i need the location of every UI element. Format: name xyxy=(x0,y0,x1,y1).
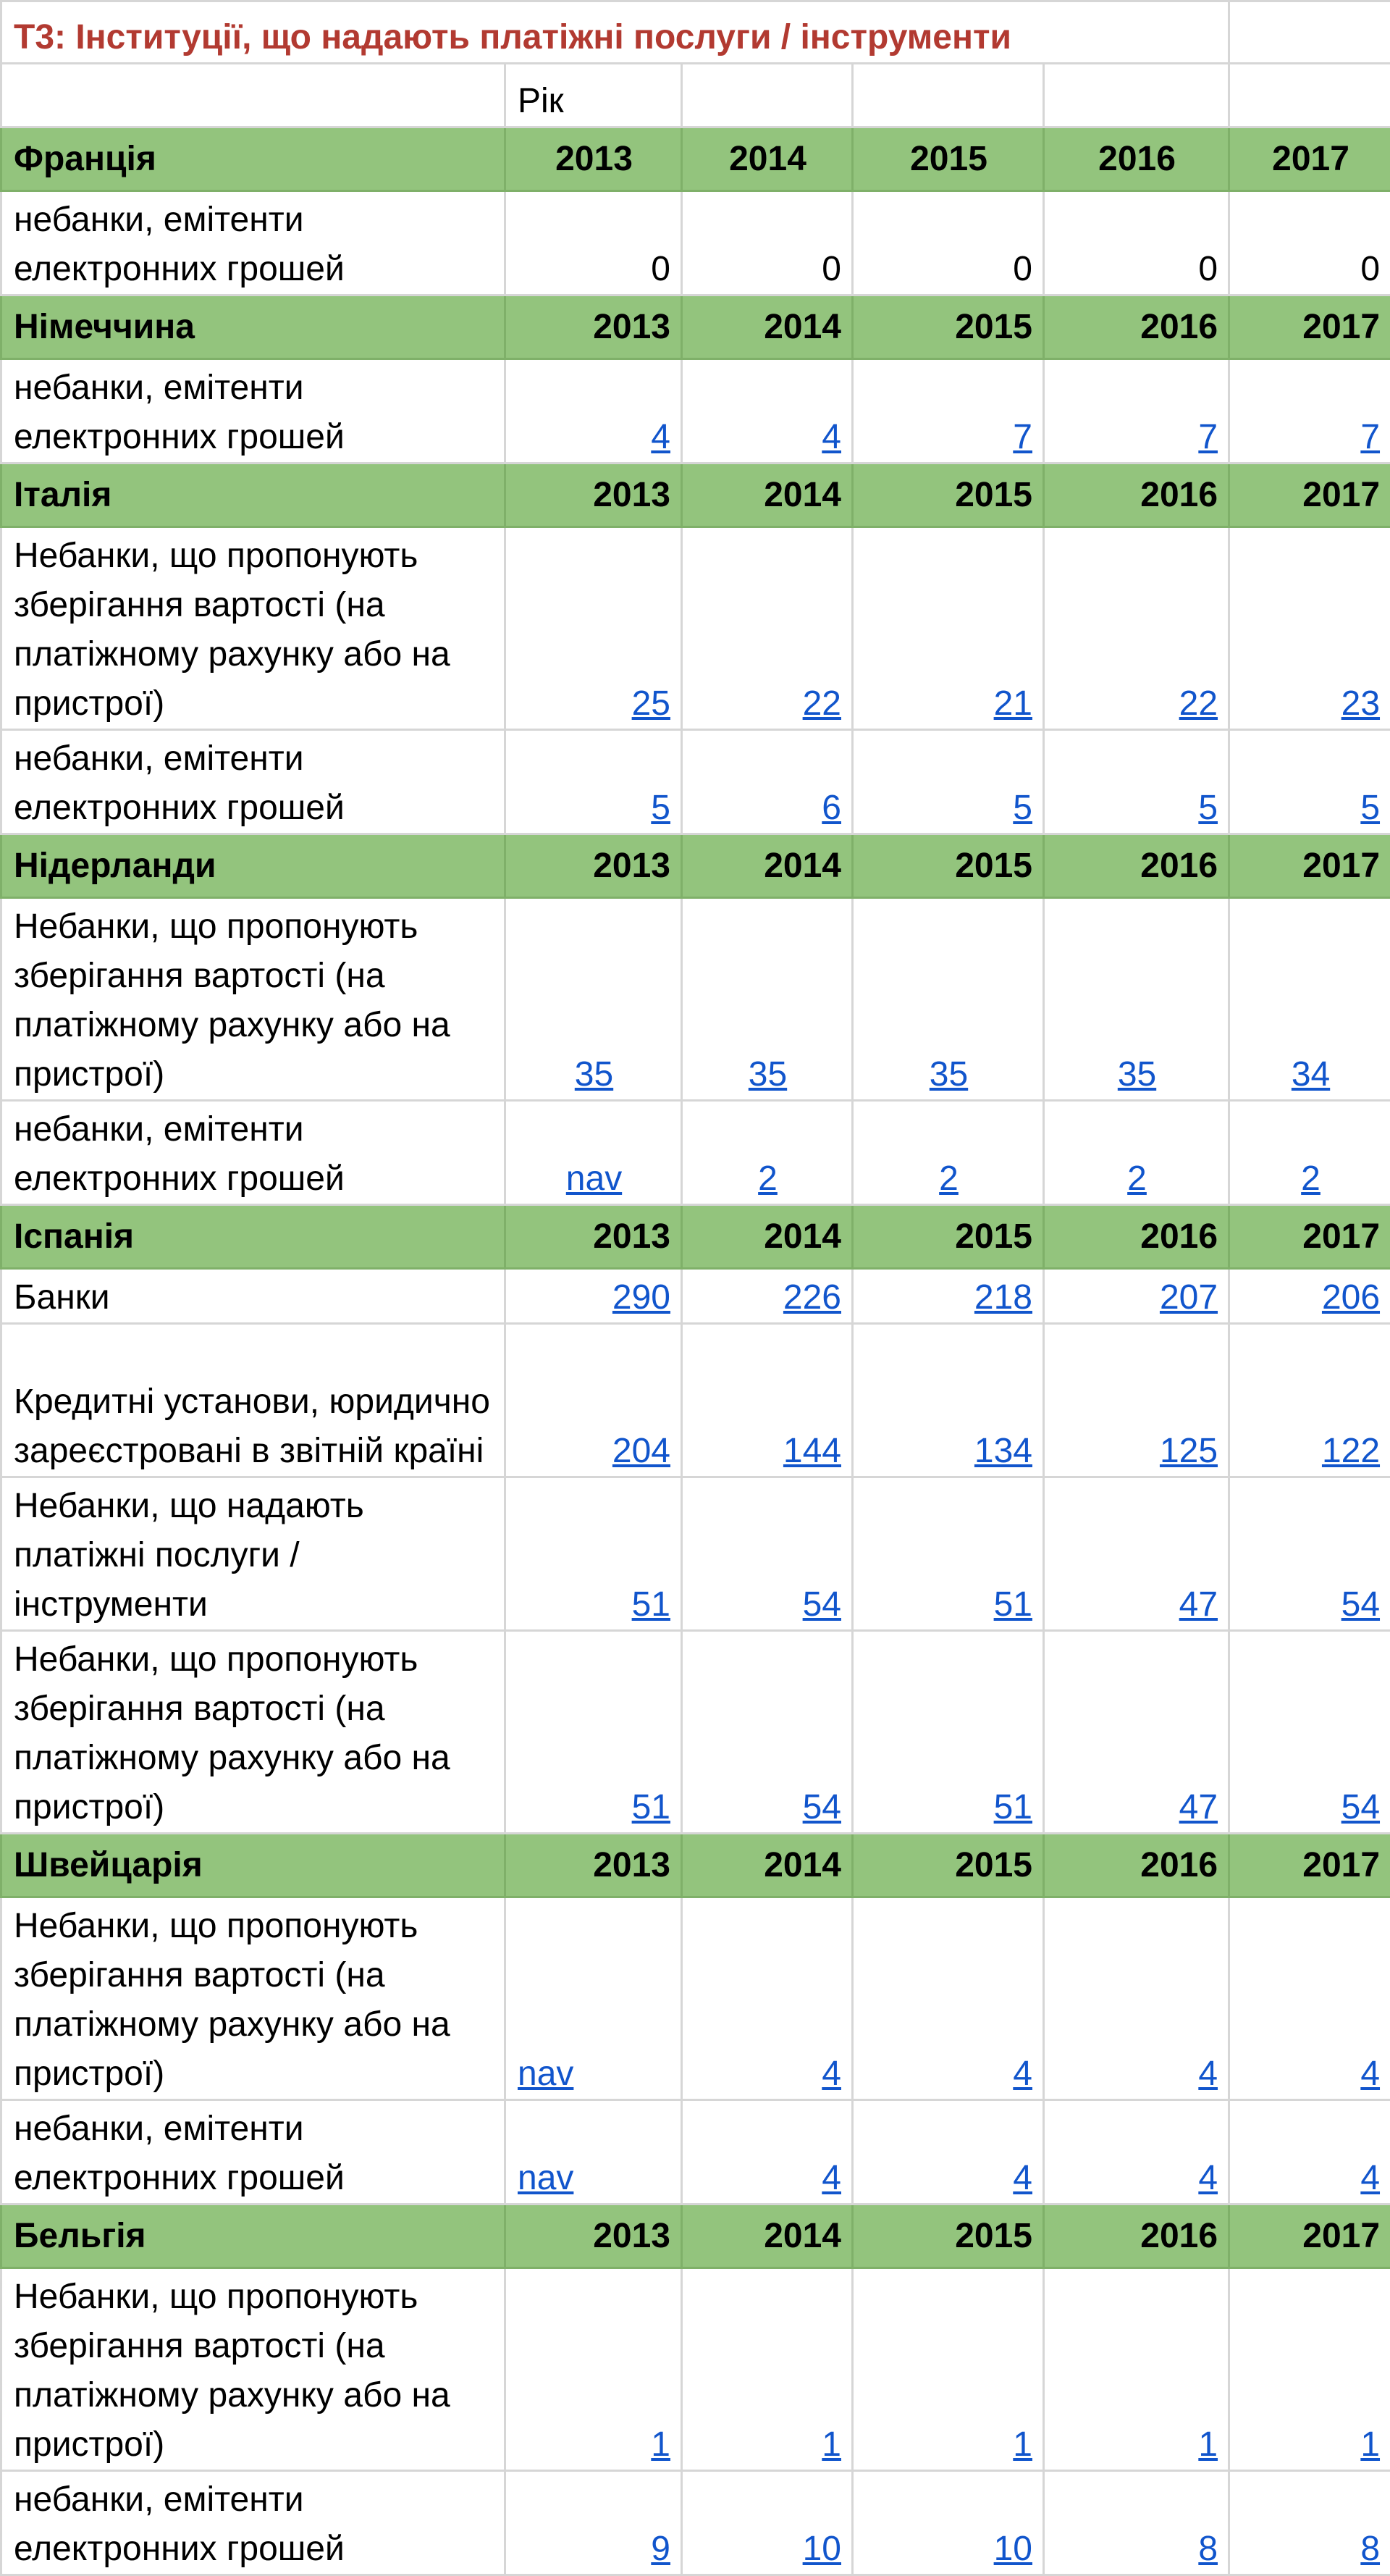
year-header-cell[interactable]: 2017 xyxy=(1229,463,1390,527)
value-cell[interactable] xyxy=(1229,2268,1390,2471)
row-label[interactable]: Небанки, що пропонують зберігання вартості (на платіжному рахунку або на пристрої) xyxy=(1,527,505,730)
table-row xyxy=(1,1101,1390,1205)
year-header-cell[interactable]: 2013 xyxy=(505,2204,682,2268)
empty-cell[interactable] xyxy=(1229,1,1390,64)
table-row xyxy=(1,2268,1390,2471)
value-link[interactable]: 54 xyxy=(803,1788,841,1826)
value-cell[interactable] xyxy=(853,898,1044,1101)
year-header-cell[interactable]: 2013 xyxy=(505,295,682,359)
year-header-cell[interactable]: 2016 xyxy=(1044,463,1229,527)
value-link[interactable]: 5 xyxy=(1360,789,1380,827)
value-cell[interactable] xyxy=(682,1477,853,1631)
value-link[interactable]: 35 xyxy=(749,1055,787,1094)
country-name[interactable]: Франція xyxy=(1,127,505,191)
row-label[interactable]: небанки, емітенти електронних грошей xyxy=(1,2471,505,2575)
value-cell[interactable] xyxy=(1044,1897,1229,2100)
value-link[interactable]: 4 xyxy=(1013,2159,1032,2197)
year-header-cell[interactable]: 2014 xyxy=(682,834,853,898)
value-link[interactable]: 4 xyxy=(1013,2055,1032,2093)
value-cell[interactable] xyxy=(1229,2100,1390,2204)
row-label[interactable]: Небанки, що пропонують зберігання вартості (на платіжному рахунку або на пристрої) xyxy=(1,1897,505,2100)
value-cell[interactable] xyxy=(682,2471,853,2575)
value-link[interactable]: 9 xyxy=(651,2530,670,2568)
value-link[interactable]: 51 xyxy=(994,1585,1032,1624)
table-row xyxy=(1,527,1390,730)
value-link[interactable]: 122 xyxy=(1322,1432,1380,1470)
country-name[interactable]: Італія xyxy=(1,463,505,527)
value-cell[interactable] xyxy=(853,191,1044,295)
value-link[interactable]: 4 xyxy=(1360,2159,1380,2197)
year-header-cell[interactable]: 2015 xyxy=(853,834,1044,898)
value-link[interactable]: 8 xyxy=(1198,2530,1218,2568)
table-row xyxy=(1,191,1390,295)
value-link[interactable]: 4 xyxy=(822,2055,841,2093)
value-cell[interactable] xyxy=(1044,359,1229,463)
table-row xyxy=(1,730,1390,834)
table-row xyxy=(1,1269,1390,1324)
value-cell[interactable] xyxy=(1044,1269,1229,1324)
value-link[interactable]: 25 xyxy=(632,684,670,723)
value-text: 0 xyxy=(651,250,670,288)
year-header-cell[interactable]: 2015 xyxy=(853,1205,1044,1269)
value-link[interactable]: 2 xyxy=(939,1159,959,1198)
value-link[interactable]: 54 xyxy=(803,1585,841,1624)
value-link[interactable]: 34 xyxy=(1292,1055,1330,1094)
value-cell[interactable] xyxy=(1044,2471,1229,2575)
country-header-row xyxy=(1,295,1390,359)
value-link[interactable]: 8 xyxy=(1360,2530,1380,2568)
year-header-cell[interactable]: 2013 xyxy=(505,1834,682,1897)
row-label[interactable]: Небанки, що пропонують зберігання вартості (на платіжному рахунку або на пристрої) xyxy=(1,898,505,1101)
value-link[interactable]: 218 xyxy=(974,1278,1032,1317)
value-link[interactable]: 1 xyxy=(1013,2425,1032,2464)
value-cell[interactable] xyxy=(1229,1324,1390,1477)
value-cell[interactable] xyxy=(682,1324,853,1477)
value-cell[interactable] xyxy=(682,191,853,295)
value-cell[interactable] xyxy=(682,1101,853,1205)
value-cell[interactable] xyxy=(1044,2100,1229,2204)
value-cell[interactable] xyxy=(505,1269,682,1324)
value-cell[interactable] xyxy=(682,2100,853,2204)
value-cell[interactable] xyxy=(853,1897,1044,2100)
value-link[interactable]: 7 xyxy=(1360,418,1380,456)
year-label[interactable]: Рік xyxy=(505,64,682,127)
value-text: 0 xyxy=(1360,250,1380,288)
value-link[interactable]: 1 xyxy=(651,2425,670,2464)
table-title: T3: Інституції, що надають платіжні послуги / інструменти xyxy=(1,1,1229,64)
year-header-cell[interactable]: 2017 xyxy=(1229,295,1390,359)
year-header-cell[interactable]: 2016 xyxy=(1044,2204,1229,2268)
value-cell[interactable] xyxy=(1044,2268,1229,2471)
value-cell[interactable] xyxy=(853,359,1044,463)
value-link[interactable]: 2 xyxy=(758,1159,778,1198)
empty-cell[interactable] xyxy=(1044,64,1229,127)
value-link[interactable]: 35 xyxy=(930,1055,968,1094)
empty-cell[interactable] xyxy=(1229,64,1390,127)
value-link[interactable]: 51 xyxy=(632,1585,670,1624)
country-header-row xyxy=(1,1834,1390,1897)
value-link[interactable]: 51 xyxy=(632,1788,670,1826)
value-link[interactable]: 5 xyxy=(1013,789,1032,827)
value-link[interactable]: 204 xyxy=(612,1432,670,1470)
year-header-cell[interactable]: 2016 xyxy=(1044,127,1229,191)
row-label[interactable]: небанки, емітенти електронних грошей xyxy=(1,359,505,463)
value-text: 0 xyxy=(822,250,841,288)
value-cell[interactable] xyxy=(853,2471,1044,2575)
value-cell[interactable] xyxy=(505,2471,682,2575)
row-label[interactable]: Небанки, що надають платіжні послуги / інструменти xyxy=(1,1477,505,1631)
value-link[interactable]: 10 xyxy=(803,2530,841,2568)
row-label[interactable]: Банки xyxy=(1,1269,505,1324)
value-link[interactable]: 226 xyxy=(783,1278,841,1317)
value-link[interactable]: 206 xyxy=(1322,1278,1380,1317)
value-cell[interactable] xyxy=(1044,1631,1229,1834)
row-label[interactable]: небанки, емітенти електронних грошей xyxy=(1,1101,505,1205)
value-cell[interactable] xyxy=(505,1897,682,2100)
year-header-cell[interactable]: 2014 xyxy=(682,1834,853,1897)
row-label[interactable]: небанки, емітенти електронних грошей xyxy=(1,730,505,834)
value-cell[interactable] xyxy=(1229,730,1390,834)
value-cell[interactable] xyxy=(682,1897,853,2100)
value-text: 0 xyxy=(1198,250,1218,288)
value-cell[interactable] xyxy=(1229,898,1390,1101)
value-link[interactable]: 10 xyxy=(994,2530,1032,2568)
year-label-row xyxy=(1,64,1390,127)
table-body xyxy=(1,1,1390,2575)
value-link[interactable]: 125 xyxy=(1160,1432,1218,1470)
value-cell[interactable] xyxy=(682,527,853,730)
value-cell[interactable] xyxy=(853,1269,1044,1324)
country-name[interactable]: Іспанія xyxy=(1,1205,505,1269)
value-link[interactable]: 6 xyxy=(822,789,841,827)
value-link[interactable]: 54 xyxy=(1341,1585,1380,1624)
table-row xyxy=(1,359,1390,463)
value-link[interactable]: nav xyxy=(518,2055,573,2093)
country-name[interactable]: Нідерланди xyxy=(1,834,505,898)
table-row xyxy=(1,1897,1390,2100)
value-link[interactable]: 4 xyxy=(822,418,841,456)
year-header-cell[interactable]: 2013 xyxy=(505,127,682,191)
country-name[interactable]: Швейцарія xyxy=(1,1834,505,1897)
title-row xyxy=(1,1,1390,64)
value-cell[interactable] xyxy=(1044,1477,1229,1631)
value-link[interactable]: 22 xyxy=(803,684,841,723)
year-header-cell[interactable]: 2014 xyxy=(682,127,853,191)
value-link[interactable]: 7 xyxy=(1198,418,1218,456)
table-row xyxy=(1,1631,1390,1834)
value-cell[interactable] xyxy=(505,1631,682,1834)
year-header-cell[interactable]: 2013 xyxy=(505,834,682,898)
value-link[interactable]: 134 xyxy=(974,1432,1032,1470)
value-cell[interactable] xyxy=(853,1324,1044,1477)
year-header-cell[interactable]: 2015 xyxy=(853,2204,1044,2268)
table-row xyxy=(1,2471,1390,2575)
country-header-row xyxy=(1,127,1390,191)
value-link[interactable]: 23 xyxy=(1341,684,1380,723)
value-cell[interactable] xyxy=(1229,1477,1390,1631)
value-cell[interactable] xyxy=(853,730,1044,834)
value-cell[interactable] xyxy=(682,898,853,1101)
value-cell[interactable] xyxy=(1229,2471,1390,2575)
year-header-cell[interactable]: 2014 xyxy=(682,463,853,527)
country-header-row xyxy=(1,1205,1390,1269)
value-link[interactable]: 4 xyxy=(822,2159,841,2197)
value-link[interactable]: 1 xyxy=(1360,2425,1380,2464)
value-link[interactable]: 54 xyxy=(1341,1788,1380,1826)
row-label[interactable]: небанки, емітенти електронних грошей xyxy=(1,2100,505,2204)
value-cell[interactable] xyxy=(682,1269,853,1324)
value-cell[interactable] xyxy=(505,191,682,295)
year-header-cell[interactable]: 2017 xyxy=(1229,834,1390,898)
country-name[interactable]: Німеччина xyxy=(1,295,505,359)
table-row xyxy=(1,898,1390,1101)
value-link[interactable]: 5 xyxy=(651,789,670,827)
value-link[interactable]: 47 xyxy=(1179,1788,1218,1826)
country-name[interactable]: Бельгія xyxy=(1,2204,505,2268)
value-cell[interactable] xyxy=(853,2100,1044,2204)
year-header-cell[interactable]: 2017 xyxy=(1229,1205,1390,1269)
value-link[interactable]: 1 xyxy=(822,2425,841,2464)
value-cell[interactable] xyxy=(682,1631,853,1834)
value-cell[interactable] xyxy=(1229,1897,1390,2100)
value-cell[interactable] xyxy=(1044,730,1229,834)
value-link[interactable]: 47 xyxy=(1179,1585,1218,1624)
value-cell[interactable] xyxy=(853,1477,1044,1631)
year-header-cell[interactable]: 2014 xyxy=(682,1205,853,1269)
year-header-cell[interactable]: 2016 xyxy=(1044,1834,1229,1897)
table-row xyxy=(1,2100,1390,2204)
value-cell[interactable] xyxy=(1044,527,1229,730)
value-cell[interactable] xyxy=(505,2100,682,2204)
value-cell[interactable] xyxy=(1044,191,1229,295)
value-cell[interactable] xyxy=(682,730,853,834)
value-link[interactable]: 22 xyxy=(1179,684,1218,723)
year-header-cell[interactable]: 2013 xyxy=(505,463,682,527)
row-label[interactable]: небанки, емітенти електронних грошей xyxy=(1,191,505,295)
value-cell[interactable] xyxy=(1044,1101,1229,1205)
value-link[interactable]: 51 xyxy=(994,1788,1032,1826)
year-header-cell[interactable]: 2015 xyxy=(853,463,1044,527)
value-cell[interactable] xyxy=(853,1101,1044,1205)
country-header-row xyxy=(1,463,1390,527)
value-cell[interactable] xyxy=(505,730,682,834)
value-cell[interactable] xyxy=(505,898,682,1101)
value-link[interactable]: nav xyxy=(518,2159,573,2197)
row-label[interactable]: Небанки, що пропонують зберігання вартості (на платіжному рахунку або на пристрої) xyxy=(1,1631,505,1834)
value-cell[interactable] xyxy=(682,2268,853,2471)
value-cell[interactable] xyxy=(1229,1101,1390,1205)
value-link[interactable]: 4 xyxy=(651,418,670,456)
value-cell[interactable] xyxy=(1229,1269,1390,1324)
country-header-row xyxy=(1,2204,1390,2268)
value-link[interactable]: 207 xyxy=(1160,1278,1218,1317)
table-row xyxy=(1,1477,1390,1631)
value-cell[interactable] xyxy=(1044,1324,1229,1477)
empty-cell[interactable] xyxy=(682,64,853,127)
row-label[interactable]: Небанки, що пропонують зберігання вартості (на платіжному рахунку або на пристрої) xyxy=(1,2268,505,2471)
value-cell[interactable] xyxy=(1229,527,1390,730)
value-cell[interactable] xyxy=(505,1101,682,1205)
value-link[interactable]: 290 xyxy=(612,1278,670,1317)
value-link[interactable]: nav xyxy=(566,1159,622,1198)
row-label[interactable]: Кредитні установи, юридично зареєстровані в звітній країні xyxy=(1,1324,505,1477)
value-cell[interactable] xyxy=(1229,1631,1390,1834)
value-link[interactable]: 35 xyxy=(575,1055,613,1094)
year-header-cell[interactable]: 2017 xyxy=(1229,1834,1390,1897)
value-cell[interactable] xyxy=(1229,359,1390,463)
value-link[interactable]: 35 xyxy=(1118,1055,1156,1094)
value-cell[interactable] xyxy=(853,2268,1044,2471)
empty-cell[interactable] xyxy=(1,64,505,127)
value-cell[interactable] xyxy=(505,359,682,463)
year-header-cell[interactable]: 2014 xyxy=(682,2204,853,2268)
value-cell[interactable] xyxy=(853,1631,1044,1834)
year-header-cell[interactable]: 2014 xyxy=(682,295,853,359)
value-link[interactable]: 7 xyxy=(1013,418,1032,456)
value-cell[interactable] xyxy=(505,1324,682,1477)
value-link[interactable]: 4 xyxy=(1198,2159,1218,2197)
value-link[interactable]: 4 xyxy=(1198,2055,1218,2093)
empty-cell[interactable] xyxy=(853,64,1044,127)
value-cell[interactable] xyxy=(853,527,1044,730)
year-header-cell[interactable]: 2017 xyxy=(1229,2204,1390,2268)
value-link[interactable]: 5 xyxy=(1198,789,1218,827)
value-cell[interactable] xyxy=(682,359,853,463)
value-link[interactable]: 2 xyxy=(1127,1159,1147,1198)
value-link[interactable]: 1 xyxy=(1198,2425,1218,2464)
year-header-cell[interactable]: 2016 xyxy=(1044,295,1229,359)
year-header-cell[interactable]: 2017 xyxy=(1229,127,1390,191)
year-header-cell[interactable]: 2013 xyxy=(505,1205,682,1269)
value-link[interactable]: 4 xyxy=(1360,2055,1380,2093)
table-row xyxy=(1,1324,1390,1477)
year-header-cell[interactable]: 2016 xyxy=(1044,834,1229,898)
year-header-cell[interactable]: 2015 xyxy=(853,127,1044,191)
value-link[interactable]: 144 xyxy=(783,1432,841,1470)
year-header-cell[interactable]: 2015 xyxy=(853,295,1044,359)
value-link[interactable]: 2 xyxy=(1301,1159,1320,1198)
value-link[interactable]: 21 xyxy=(994,684,1032,723)
value-text: 0 xyxy=(1013,250,1032,288)
year-header-cell[interactable]: 2015 xyxy=(853,1834,1044,1897)
value-cell[interactable] xyxy=(1044,898,1229,1101)
value-cell[interactable] xyxy=(505,527,682,730)
value-cell[interactable] xyxy=(505,1477,682,1631)
value-cell[interactable] xyxy=(1229,191,1390,295)
year-header-cell[interactable]: 2016 xyxy=(1044,1205,1229,1269)
value-cell[interactable] xyxy=(505,2268,682,2471)
country-header-row xyxy=(1,834,1390,898)
